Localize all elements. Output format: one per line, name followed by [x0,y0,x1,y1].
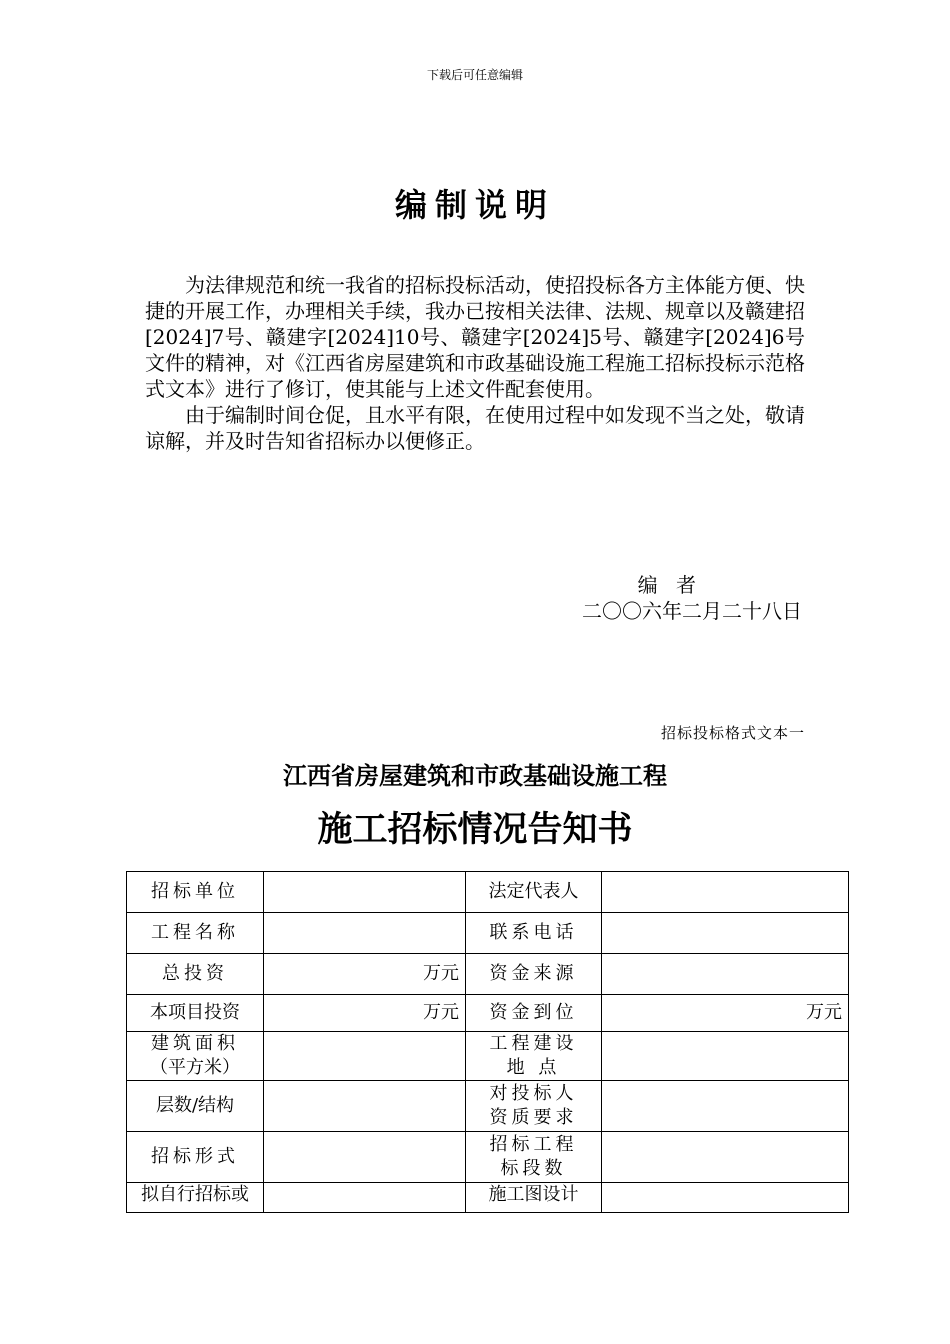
label-project-name: 工程名称 [127,913,264,954]
table-row [127,1081,849,1132]
contact-phone-field[interactable] [602,913,849,954]
label-building-area-unit: （平方米） [150,1057,240,1078]
floors-structure-field[interactable] [264,1081,466,1132]
bidding-form-field[interactable] [264,1132,466,1183]
notification-form-table [126,871,849,1213]
table-row [127,995,849,1032]
label-bidder-qualification [466,1081,602,1132]
explanation-body [145,272,805,454]
legal-representative-field[interactable] [602,872,849,913]
label-building-area-main: 建筑面积 [151,1033,239,1054]
label-floors-structure: 层数/结构 [127,1081,264,1132]
table-row [127,913,849,954]
construction-site-field[interactable] [602,1032,849,1081]
label-total-investment: 总投资 [127,954,264,995]
label-contact-phone: 联系电话 [466,913,602,954]
label-bid-sections-line-2: 标段数 [500,1158,567,1179]
bidder-qualification-field[interactable] [602,1081,849,1132]
label-bid-sections [466,1132,602,1183]
explanation-paragraph-2: 由于编制时间仓促，且水平有限，在使用过程中如发现不当之处，敬请谅解，并及时告知省招标办以便修正。 [145,403,805,453]
table-row [127,954,849,995]
form-title-line-1: 江西省房屋建筑和市政基础设施工程 [283,762,667,790]
label-construction-site-line-1: 工程建设 [489,1033,578,1054]
label-bidder-qualification-line-2: 资质要求 [489,1107,578,1128]
form-title-line-2: 施工招标情况告知书 [317,810,633,850]
label-construction-drawing-design: 施工图设计 [466,1183,602,1213]
project-name-field[interactable] [264,913,466,954]
label-building-area [127,1032,264,1081]
bidding-unit-field[interactable] [264,872,466,913]
self-bidding-field[interactable] [264,1183,466,1213]
signature-date: 二〇〇六年二月二十八日 [582,599,802,623]
table-row [127,872,849,913]
label-funds-available: 资金到位 [466,995,602,1032]
funds-available-field[interactable]: 万元 [602,995,849,1032]
table-row [127,1032,849,1081]
table-row [127,1183,849,1213]
header-note: 下载后可任意编辑 [426,68,523,82]
label-bidding-form: 招标形式 [127,1132,264,1183]
table-row [127,1132,849,1183]
construction-drawing-design-field[interactable] [602,1183,849,1213]
total-investment-field[interactable]: 万元 [264,954,466,995]
fund-source-field[interactable] [602,954,849,995]
label-fund-source: 资金来源 [466,954,602,995]
project-investment-field[interactable]: 万元 [264,995,466,1032]
label-legal-representative: 法定代表人 [466,872,602,913]
label-project-investment: 本项目投资 [127,995,264,1032]
label-construction-site-line-2: 地 点 [506,1057,561,1078]
author-signature: 编 者 [637,573,702,597]
label-construction-site [466,1032,602,1081]
building-area-field[interactable] [264,1032,466,1081]
label-bid-sections-line-1: 招标工程 [489,1134,578,1155]
label-self-bidding: 拟自行招标或 [127,1183,264,1213]
label-bidder-qualification-line-1: 对投标人 [489,1083,578,1104]
explanation-title: 编制说明 [394,186,555,224]
label-bidding-unit: 招标单位 [127,872,264,913]
explanation-paragraph-1: 为法律规范和统一我省的招标投标活动，使招投标各方主体能方便、快捷的开展工作，办理相关手续，我办已按相关法律、法规、规章以及赣建招[2024]7号、赣建字[2024]10号、赣建字[2024]5号、赣建字[2024]6号文件的精神，对《江西省房屋建筑和市政基础设施工程施工招标投标示范格式文本》进行了修订，使其能与上述文件配套使用。 [145,273,805,401]
form-tag: 招标投标格式文本一 [660,724,805,742]
bid-sections-field[interactable] [602,1132,849,1183]
